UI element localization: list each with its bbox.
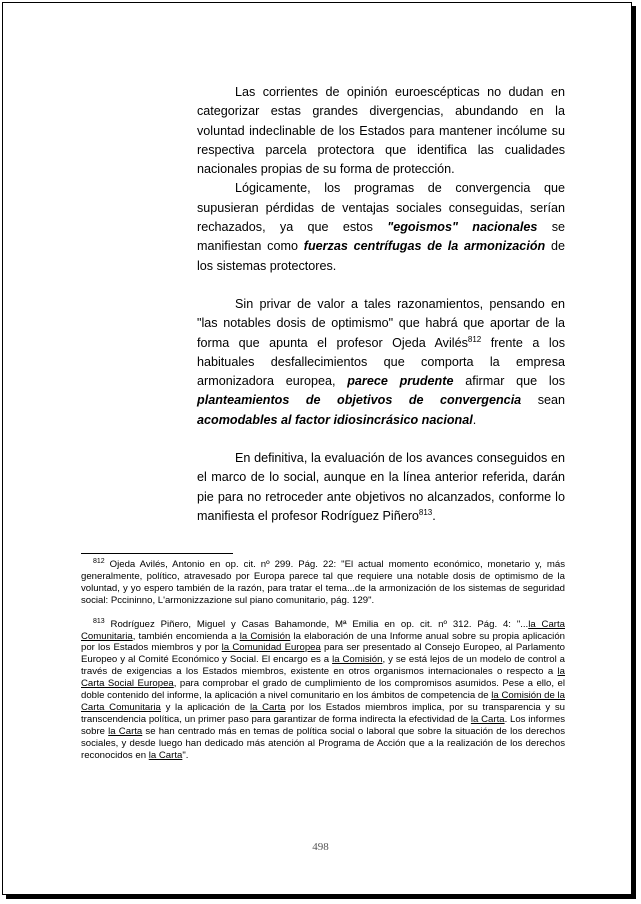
emphasis-prudente: parece prudente: [347, 374, 454, 389]
footnote-ref-812[interactable]: 812: [467, 334, 482, 344]
footnote-number: 812: [93, 558, 105, 565]
footnote-separator: [81, 553, 233, 554]
paragraph-2: Lógicamente, los programas de convergencia que supusieran pérdidas de ventajas sociales conseguidas, serían rechazados, ya que estos "egoismos" nacionales se manifiestan como fuerzas centrífugas de la armonización de los sistemas protectores.: [197, 181, 565, 273]
footnote-813: $^{813}$ Rodríguez Piñero, Miguel y Casas Bahamonde, Mª Emilia en op. cit. nº 312. Pág. 4: "...la Carta Comunitaria, también encomienda a la Comisión la elaboración de una Informe anual sobre su propia aplicación por los Estados miembros y por la Comunidad Europea para ser presentado al Consejo Europeo, al Parlamento Europeo y al Comité Económico y Social. El encargo es a la Comisión, y se está lejos de un modelo de control a través de exigencias a los Estados miembros, existente en otros organismos internacionales o respecto a la Carta Social Europea, para comprobar el grado de cumplimiento de los compromisos asumidos. Pese a ello, el doble contenido del informe, la aplicación a nivel comunitario en los ámbitos de competencia de la Comisión de la Carta Comunitaria y la aplicación de la Carta por los Estados miembros implica, por su transparencia y su transcendencia política, un primer paso para garantizar de forma indirecta la efectividad de la Carta. Los informes sobre la Carta se han centrado más en temas de política social o laboral que sobre la situación de los derechos sociales, y desde luego han dedicado más atención al Programa de Acción que a la realización de los derechos reconocidos en la Carta".: [81, 617, 566, 761]
paragraph-1: Las corrientes de opinión euroescépticas no dudan en categorizar estas grandes divergencias, abundando en la voluntad indeclinable de los Estados para mantener incólume su respectiva parcela protectora que identifica las cualidades nacionales propias de su forma de protección.: [197, 85, 565, 177]
emphasis-acomodables: acomodables al factor idiosincrásico nacional: [197, 412, 473, 427]
emphasis-fuerzas: fuerzas centrífugas de la armonización: [303, 239, 546, 254]
emphasis-planteamientos: planteamientos de objetivos de convergencia: [197, 393, 522, 408]
footnote-ref-813[interactable]: 813: [418, 507, 433, 517]
paragraph-gap: [197, 276, 565, 295]
footnote-number: 813: [93, 617, 105, 625]
emphasis-egoismos: "egoismos" nacionales: [387, 220, 538, 235]
document-page: [2, 2, 632, 895]
page-number: 498: [312, 841, 329, 853]
footnote-812: $^{812}$ Ojeda Avilés, Antonio en op. cit. nº 299. Pág. 22: "El actual momento económico, monetario y, más generalmente, político, atravesado por Europa parece tal que requiere una notable dosis de optimismo de la voluntad, y yo espero también de la razón, para tratar el tema...de la armonización de los sistemas de seguridad social: Pccininno, L'armonizzazione sul piano comunitario, pág. 129".: [81, 558, 565, 606]
paragraph-gap: [197, 430, 565, 449]
footnotes: [81, 559, 565, 774]
body-text: [197, 83, 565, 526]
paragraph-3: Sin privar de valor a tales razonamientos, pensando en "las notables dosis de optimismo" que habrá que aportar de la forma que apunta el profesor Ojeda Avilés$^{812}$ frente a los habituales desfallecimientos que comporta la empresa armonizadora europea, parece prudente afirmar que los planteamientos de objetivos de convergencia sean acomodables al factor idiosincrásico nacional.: [197, 296, 565, 427]
paragraph-4: En definitiva, la evaluación de los avances conseguidos en el marco de lo social, aunque en la línea anterior referida, darán pie para no retroceder ante objetivos no alcanzados, conforme lo manifiesta el profesor Rodríguez Piñero$^{813}$.: [197, 451, 565, 523]
